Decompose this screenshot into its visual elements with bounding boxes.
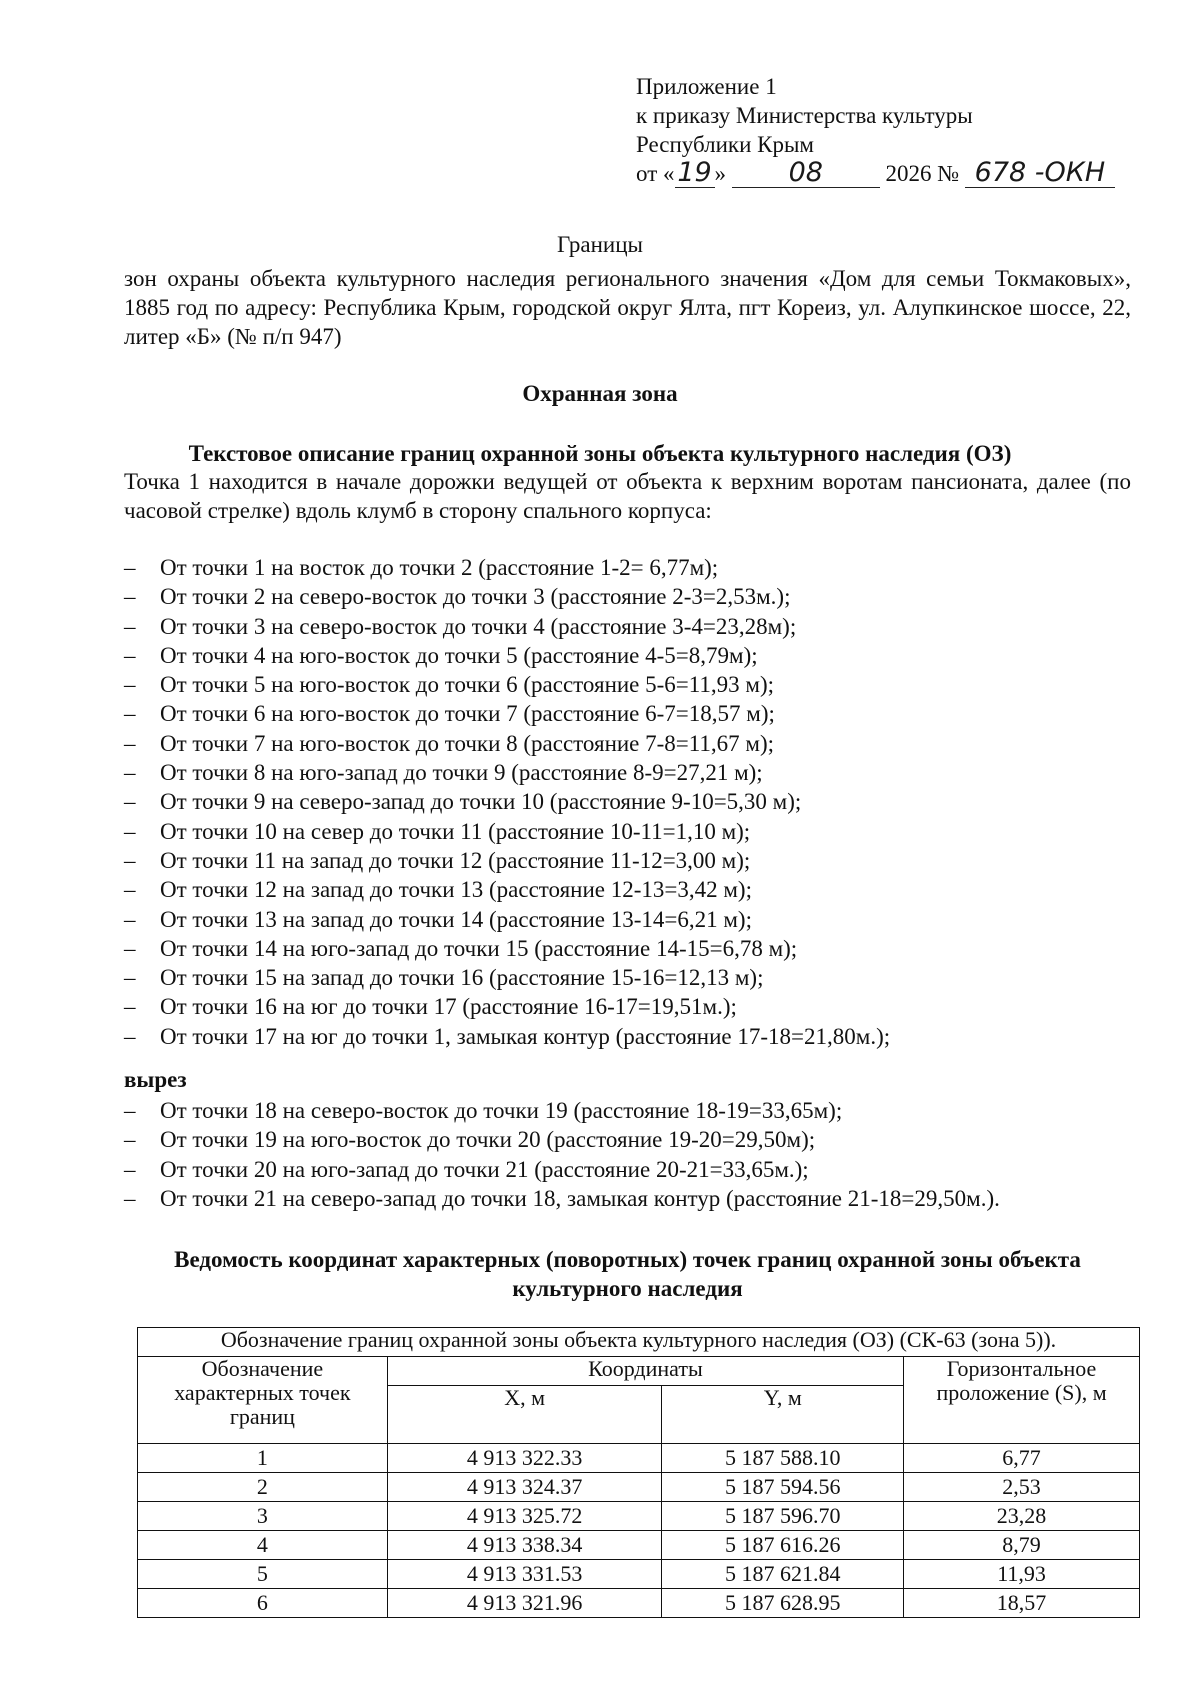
list-item [124, 1155, 1174, 1184]
table-row [138, 1589, 1140, 1618]
list-dash: – [124, 1023, 136, 1049]
list-item [124, 963, 1174, 992]
list-dash: – [124, 1185, 136, 1211]
list-item [124, 846, 1174, 875]
list-dash: – [124, 584, 136, 610]
list-item [124, 641, 1174, 670]
cell-distance: 18,57 [904, 1589, 1140, 1618]
cell-x: 4 913 322.33 [387, 1444, 662, 1473]
header-y: Y, м [662, 1386, 904, 1444]
table-row [138, 1444, 1140, 1473]
cell-x: 4 913 324.37 [387, 1473, 662, 1502]
list-item-text: От точки 12 на запад до точки 13 (расстояние 12-13=3,42 м); [160, 877, 752, 903]
list-item [124, 1096, 1174, 1125]
list-item [124, 875, 1174, 904]
header-point-designation: Обозначение характерных точек границ [138, 1357, 388, 1444]
cell-y: 5 187 628.95 [662, 1589, 904, 1618]
year-and-number-label: 2026 № [885, 161, 960, 186]
header-coordinates: Координаты [387, 1357, 903, 1386]
cell-y: 5 187 594.56 [662, 1473, 904, 1502]
zone-heading: Охранная зона [522, 381, 678, 406]
text-description-heading: Текстовое описание границ охранной зоны объекта культурного наследия (ОЗ) [188, 441, 1012, 466]
list-item [124, 612, 1174, 641]
header-x: X, м [387, 1386, 662, 1444]
handwritten-order-number: 678 -ОКН [965, 159, 1115, 188]
list-dash: – [124, 760, 136, 786]
handwritten-month: 08 [732, 159, 880, 188]
handwritten-day: 19 [675, 159, 715, 188]
list-dash: – [124, 789, 136, 815]
list-item-text: От точки 8 на юго-запад до точки 9 (расстояние 8-9=27,21 м); [160, 760, 763, 786]
cell-distance: 2,53 [904, 1473, 1140, 1502]
list-item-text: От точки 2 на северо-восток до точки 3 (расстояние 2-3=2,53м.); [160, 584, 791, 610]
list-dash: – [124, 672, 136, 698]
table-row [138, 1502, 1140, 1531]
cell-x: 4 913 338.34 [387, 1531, 662, 1560]
list-item-text: От точки 11 на запад до точки 12 (расстояние 11-12=3,00 м); [160, 847, 751, 873]
list-dash: – [124, 642, 136, 668]
appendix-block [636, 72, 1115, 188]
list-item [124, 670, 1174, 699]
cell-x: 4 913 321.96 [387, 1589, 662, 1618]
table-row [138, 1473, 1140, 1502]
cell-point: 2 [138, 1473, 388, 1502]
list-item [124, 905, 1174, 934]
list-item-text: От точки 16 на юг до точки 17 (расстояние 16-17=19,51м.); [160, 994, 737, 1020]
list-dash: – [124, 965, 136, 991]
list-item-text: От точки 4 на юго-восток до точки 5 (расстояние 4-5=8,79м); [160, 642, 758, 668]
text-description-paragraph: Точка 1 находится в начале дорожки ведущей от объекта к верхним воротам пансионата, далее (по часовой стрелке) вдоль клумб в сторону спального корпуса: [124, 469, 1131, 523]
date-day-close: » [714, 161, 726, 186]
list-item-text: От точки 1 на восток до точки 2 (расстояние 1-2= 6,77м); [160, 555, 719, 580]
table-row [138, 1560, 1140, 1589]
list-item [124, 758, 1174, 787]
list-item-text: От точки 13 на запад до точки 14 (расстояние 13-14=6,21 м); [160, 906, 752, 932]
list-item [124, 582, 1174, 611]
date-prefix: от « [636, 161, 675, 186]
list-item-text: От точки 14 на юго-запад до точки 15 (расстояние 14-15=6,78 м); [160, 935, 798, 961]
coordinates-table-title: Ведомость координат характерных (поворотных) точек границ охранной зоны объекта культурного наследия [174, 1247, 1081, 1301]
list-item [124, 729, 1174, 758]
list-dash: – [124, 555, 136, 580]
coordinates-table [137, 1327, 1140, 1618]
list-item-text: От точки 18 на северо-восток до точки 19 (расстояние 18-19=33,65м); [160, 1098, 843, 1123]
list-dash: – [124, 613, 136, 639]
list-item-text: От точки 19 на юго-восток до точки 20 (расстояние 19-20=29,50м); [160, 1127, 816, 1153]
intro-paragraph: зон охраны объекта культурного наследия регионального значения «Дом для семьи Токмаковых», 1885 год по адресу: Республика Крым, городской округ Ялта, пгт Кореиз, ул. Алупкинское шоссе, 22, литер «Б» (№ п/п 947) [124, 266, 1131, 349]
cell-distance: 6,77 [904, 1444, 1140, 1473]
cell-point: 3 [138, 1502, 388, 1531]
list-dash: – [124, 701, 136, 727]
list-dash: – [124, 730, 136, 756]
list-item-text: От точки 15 на запад до точки 16 (расстояние 15-16=12,13 м); [160, 965, 764, 991]
list-dash: – [124, 847, 136, 873]
cutout-segments-list [124, 1096, 1174, 1213]
cell-y: 5 187 588.10 [662, 1444, 904, 1473]
appendix-line-3: Республики Крым [636, 132, 814, 157]
list-item [124, 817, 1174, 846]
list-item-text: От точки 21 на северо-запад до точки 18, замыкая контур (расстояние 21-18=29,50м.). [160, 1185, 1000, 1211]
list-item-text: От точки 9 на северо-запад до точки 10 (расстояние 9-10=5,30 м); [160, 789, 802, 815]
list-dash: – [124, 1127, 136, 1153]
document-title: Границы [557, 232, 643, 257]
list-item-text: От точки 3 на северо-восток до точки 4 (расстояние 3-4=23,28м); [160, 613, 797, 639]
list-item [124, 699, 1174, 728]
cell-point: 4 [138, 1531, 388, 1560]
list-item-text: От точки 6 на юго-восток до точки 7 (расстояние 6-7=18,57 м); [160, 701, 775, 727]
cell-point: 6 [138, 1589, 388, 1618]
list-item [124, 787, 1174, 816]
list-item [124, 992, 1174, 1021]
list-dash: – [124, 1098, 136, 1123]
cell-point: 5 [138, 1560, 388, 1589]
list-item-text: От точки 10 на север до точки 11 (расстояние 10-11=1,10 м); [160, 818, 751, 844]
appendix-line-1: Приложение 1 [636, 74, 777, 99]
list-dash: – [124, 994, 136, 1020]
cell-y: 5 187 616.26 [662, 1531, 904, 1560]
list-dash: – [124, 1156, 136, 1182]
cell-x: 4 913 325.72 [387, 1502, 662, 1531]
list-dash: – [124, 877, 136, 903]
list-item [124, 553, 1174, 582]
boundary-segments-list [124, 553, 1174, 1051]
list-item [124, 1022, 1174, 1051]
appendix-line-2: к приказу Министерства культуры [636, 103, 973, 128]
list-dash: – [124, 906, 136, 932]
list-item-text: От точки 5 на юго-восток до точки 6 (расстояние 5-6=11,93 м); [160, 672, 775, 698]
cell-distance: 23,28 [904, 1502, 1140, 1531]
cell-distance: 8,79 [904, 1531, 1140, 1560]
list-item-text: От точки 17 на юг до точки 1, замыкая контур (расстояние 17-18=21,80м.); [160, 1023, 891, 1049]
list-item [124, 934, 1174, 963]
table-row [138, 1531, 1140, 1560]
list-item-text: От точки 20 на юго-запад до точки 21 (расстояние 20-21=33,65м.); [160, 1156, 809, 1182]
appendix-date-line [636, 159, 1115, 188]
cell-y: 5 187 621.84 [662, 1560, 904, 1589]
list-dash: – [124, 818, 136, 844]
cutout-label: вырез [124, 1067, 187, 1092]
cell-point: 1 [138, 1444, 388, 1473]
list-item [124, 1125, 1174, 1154]
table-caption: Обозначение границ охранной зоны объекта культурного наследия (ОЗ) (СК-63 (зона 5)). [138, 1328, 1140, 1357]
cell-y: 5 187 596.70 [662, 1502, 904, 1531]
list-dash: – [124, 935, 136, 961]
header-horizontal-distance: Горизонтальное проложение (S), м [904, 1357, 1140, 1444]
list-item [124, 1184, 1174, 1213]
cell-distance: 11,93 [904, 1560, 1140, 1589]
cell-x: 4 913 331.53 [387, 1560, 662, 1589]
list-item-text: От точки 7 на юго-восток до точки 8 (расстояние 7-8=11,67 м); [160, 730, 775, 756]
